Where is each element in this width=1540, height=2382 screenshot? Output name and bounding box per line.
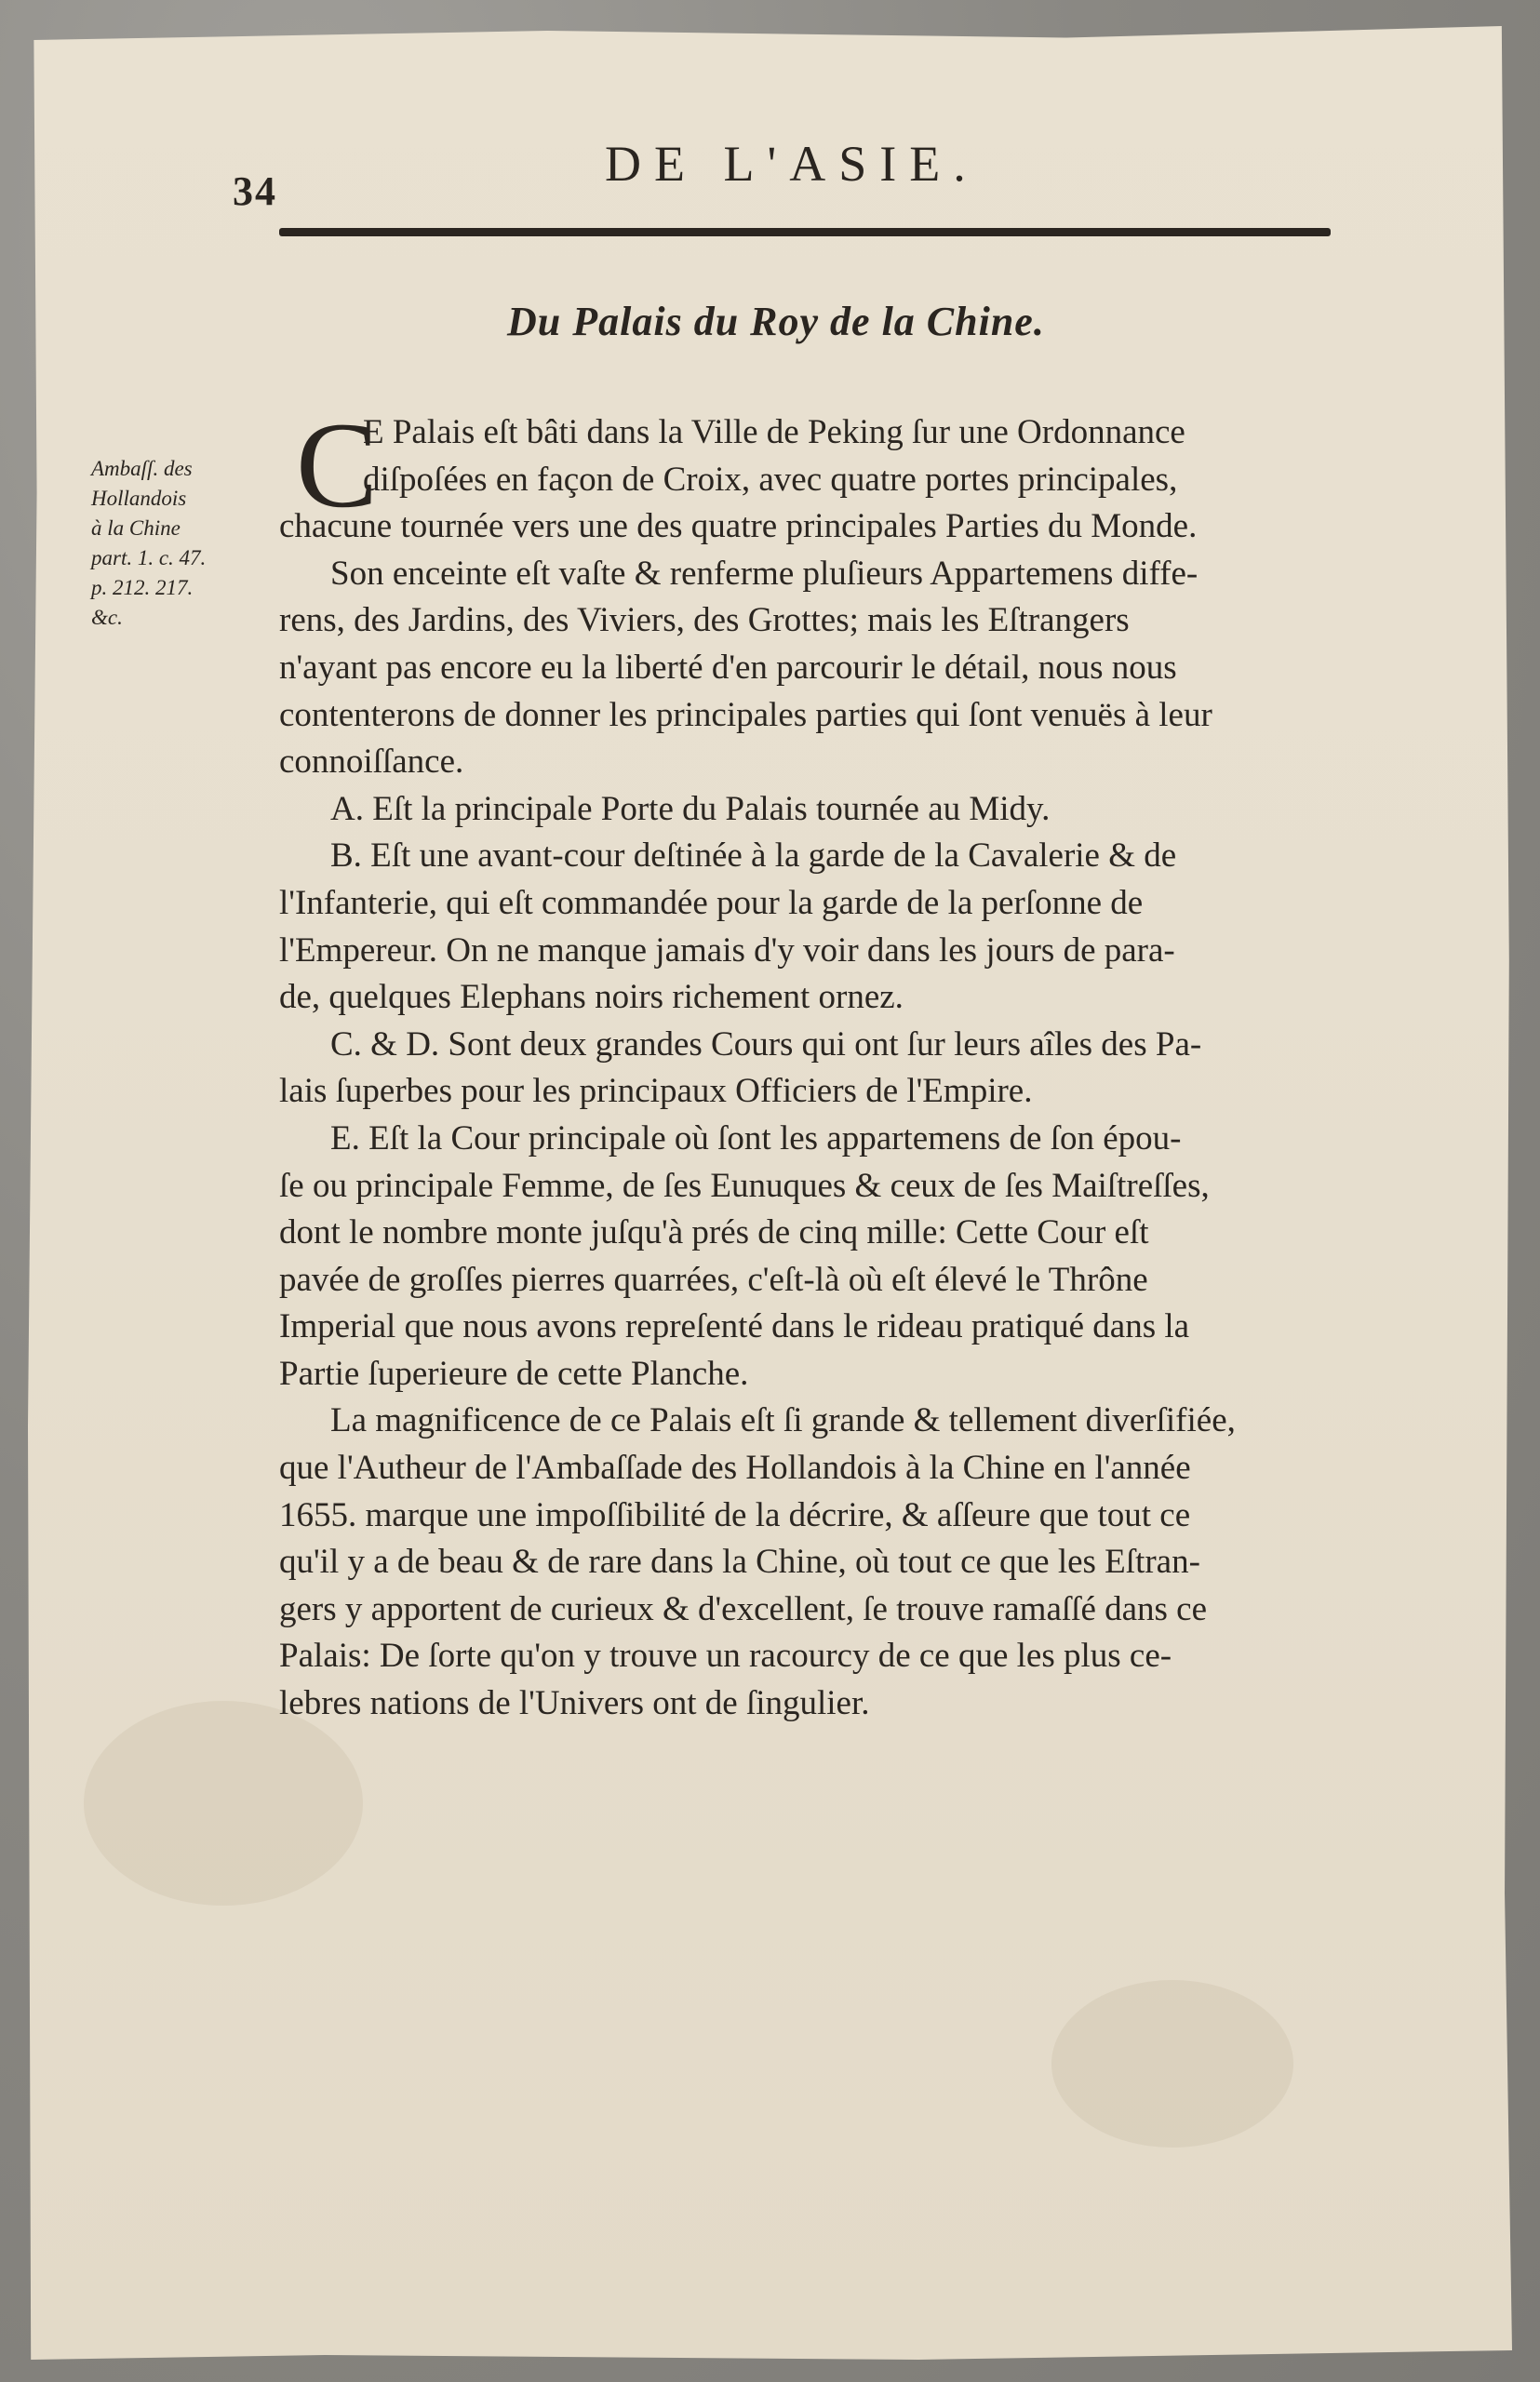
- marginal-note-line: &c.: [91, 606, 123, 629]
- marginal-note-line: Ambaſſ. des: [91, 457, 193, 480]
- text-line: de, quelques Elephans noirs richement ornez.: [279, 978, 904, 1017]
- text-line: l'Empereur. On ne manque jamais d'y voir dans les jours de para-: [279, 930, 1175, 970]
- text-line: Partie ſuperieure de cette Planche.: [279, 1354, 749, 1393]
- text-line: La magnificence de ce Palais eſt ſi grande & tellement diverſifiée,: [330, 1401, 1236, 1440]
- text-line: Palais: De ſorte qu'on y trouve un racourcy de ce que les plus ce-: [279, 1637, 1172, 1676]
- text-line: l'Infanterie, qui eſt commandée pour la garde de la perſonne de: [279, 883, 1144, 922]
- body-text: [279, 396, 1391, 1728]
- text-line: gers y apportent de curieux & d'excellent, ſe trouve ramaſſé dans ce: [279, 1589, 1208, 1628]
- text-line: E. Eſt la Cour principale où ſont les appartemens de ſon épou-: [330, 1118, 1182, 1158]
- marginal-note-line: part. 1. c. 47.: [91, 546, 207, 569]
- text-line: E Palais eſt bâti dans la Ville de Peking ſur une Ordonnance: [363, 413, 1185, 451]
- marginal-note: [91, 454, 277, 633]
- text-line: pavée de groſſes pierres quarrées, c'eſt-là où eſt élevé le Thrône: [279, 1260, 1148, 1299]
- drop-capital: C: [296, 396, 379, 533]
- text-line: lais ſuperbes pour les principaux Officiers de l'Empire.: [279, 1072, 1033, 1111]
- marginal-note-line: p. 212. 217.: [91, 576, 194, 599]
- text-line: diſpoſées en façon de Croix, avec quatre portes principales,: [363, 460, 1178, 499]
- page-number: 34: [233, 168, 277, 214]
- running-head: DE L'ASIE.: [605, 136, 979, 192]
- text-line: B. Eſt une avant-cour deſtinée à la garde de la Cavalerie & de: [330, 836, 1177, 876]
- text-line: dont le nombre monte juſqu'à prés de cinq mille: Cette Cour eſt: [279, 1213, 1149, 1252]
- text-line: Imperial que nous avons repreſenté dans le rideau pratiqué dans la: [279, 1307, 1190, 1346]
- text-line: C. & D. Sont deux grandes Cours qui ont ſur leurs aîles des Pa-: [330, 1024, 1202, 1064]
- text-line: lebres nations de l'Univers ont de ſingulier.: [279, 1684, 870, 1723]
- text-line: que l'Autheur de l'Ambaſſade des Hollandois à la Chine en l'année: [279, 1449, 1191, 1488]
- marginal-note-line: à la Chine: [91, 516, 181, 540]
- paper-stain: [1051, 1980, 1293, 2148]
- text-line: contenterons de donner les principales parties qui ſont venuës à leur: [279, 695, 1212, 734]
- text-line: rens, des Jardins, des Viviers, des Grottes; mais les Eſtrangers: [279, 601, 1130, 640]
- text-line: 1655. marque une impoſſibilité de la décrire, & aſſeure que tout ce: [279, 1495, 1191, 1534]
- section-title: Du Palais du Roy de la Chine.: [507, 299, 1045, 344]
- text-line: n'ayant pas encore eu la liberté d'en parcourir le détail, nous nous: [279, 648, 1177, 687]
- text-line: connoiſſance.: [279, 743, 464, 782]
- text-line: A. Eſt la principale Porte du Palais tournée au Midy.: [330, 789, 1051, 828]
- header-rule: [279, 228, 1331, 236]
- text-line: qu'il y a de beau & de rare dans la Chine, où tout ce que les Eſtran-: [279, 1543, 1200, 1582]
- marginal-note-line: Hollandois: [91, 487, 187, 510]
- text-line: chacune tournée vers une des quatre principales Parties du Monde.: [279, 507, 1198, 546]
- text-line: ſe ou principale Femme, de ſes Eunuques & ceux de ſes Maiſtreſſes,: [279, 1166, 1210, 1205]
- text-line: Son enceinte eſt vaſte & renferme pluſieurs Appartemens diffe-: [330, 554, 1199, 593]
- paper-stain: [84, 1701, 363, 1906]
